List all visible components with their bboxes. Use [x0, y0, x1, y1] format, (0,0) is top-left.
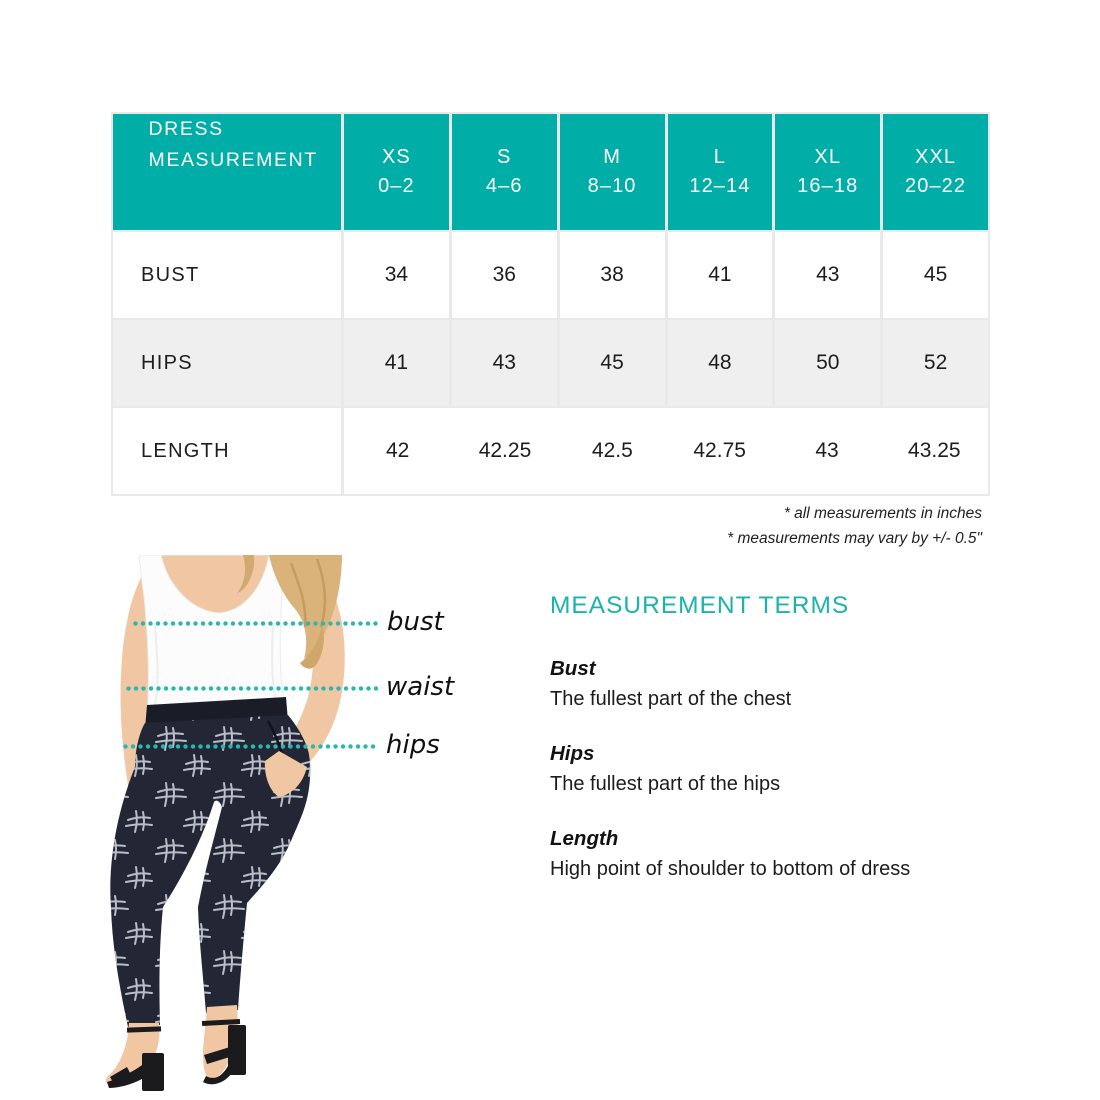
hips-line-label: hips	[386, 730, 440, 760]
term-name: Bust	[550, 657, 596, 680]
footnotes	[450, 501, 982, 551]
hips-value: 48	[668, 320, 773, 406]
row-label-bust: BUST	[113, 232, 341, 318]
column-header-xxl	[883, 114, 988, 230]
term-name: Length	[550, 827, 619, 850]
size-name: XS	[381, 146, 411, 168]
size-range: 20–22	[905, 175, 967, 197]
size-name: L	[713, 146, 727, 168]
bust-value: 36	[452, 232, 557, 318]
bust-value: 34	[344, 232, 449, 318]
size-name: XXL	[915, 146, 957, 168]
term-bust	[550, 657, 1030, 711]
size-range: 8–10	[587, 175, 637, 197]
term-description: High point of shoulder to bottom of dress	[550, 858, 911, 880]
length-value: 42.75	[693, 439, 746, 462]
terms-title: MEASUREMENT TERMS	[550, 592, 850, 619]
term-description: The fullest part of the hips	[550, 773, 781, 795]
size-name: S	[497, 146, 512, 168]
footnote-variance: * measurements may vary by +/- 0.5"	[727, 530, 982, 547]
waist-measure-line	[126, 686, 378, 691]
size-range: 12–14	[689, 175, 751, 197]
waist-line-label: waist	[386, 672, 455, 702]
column-header-xs	[344, 114, 449, 230]
length-value: 42.5	[591, 439, 633, 462]
column-header-l	[668, 114, 773, 230]
column-header-m	[560, 114, 665, 230]
size-range: 4–6	[485, 175, 523, 197]
size-name: M	[603, 146, 621, 168]
bust-value: 45	[883, 232, 988, 318]
measurement-terms-section	[550, 592, 1030, 912]
bust-value: 38	[560, 232, 665, 318]
hips-value: 41	[344, 320, 449, 406]
term-hips	[550, 742, 1030, 796]
hips-value: 43	[452, 320, 557, 406]
hips-measure-line	[123, 744, 378, 749]
row-label-hips: HIPS	[113, 320, 341, 406]
hips-value: 45	[560, 320, 665, 406]
size-chart-table	[111, 112, 990, 496]
bust-measure-line	[133, 621, 378, 626]
size-name: XL	[814, 146, 842, 168]
size-range: 0–2	[378, 175, 415, 197]
table-corner-label: DRESS MEASUREMENT	[148, 118, 318, 171]
hips-value: 50	[775, 320, 880, 406]
length-values-row	[344, 408, 988, 494]
length-value: 42.25	[478, 439, 532, 462]
length-value: 42	[385, 439, 410, 462]
bust-value: 41	[668, 232, 773, 318]
size-range: 16–18	[797, 175, 859, 197]
term-name: Hips	[550, 742, 595, 765]
length-value: 43.25	[908, 439, 961, 462]
table-corner-header	[113, 114, 341, 230]
bust-line-label: bust	[387, 607, 444, 637]
hips-value: 52	[883, 320, 988, 406]
term-description: The fullest part of the chest	[550, 688, 792, 710]
column-header-xl	[775, 114, 880, 230]
footnote-inches: * all measurements in inches	[783, 505, 982, 522]
term-length	[550, 827, 1030, 881]
bust-value: 43	[775, 232, 880, 318]
length-value: 43	[815, 439, 839, 462]
model-photo	[95, 555, 385, 1100]
row-label-length: LENGTH	[113, 408, 341, 494]
column-header-s	[452, 114, 557, 230]
